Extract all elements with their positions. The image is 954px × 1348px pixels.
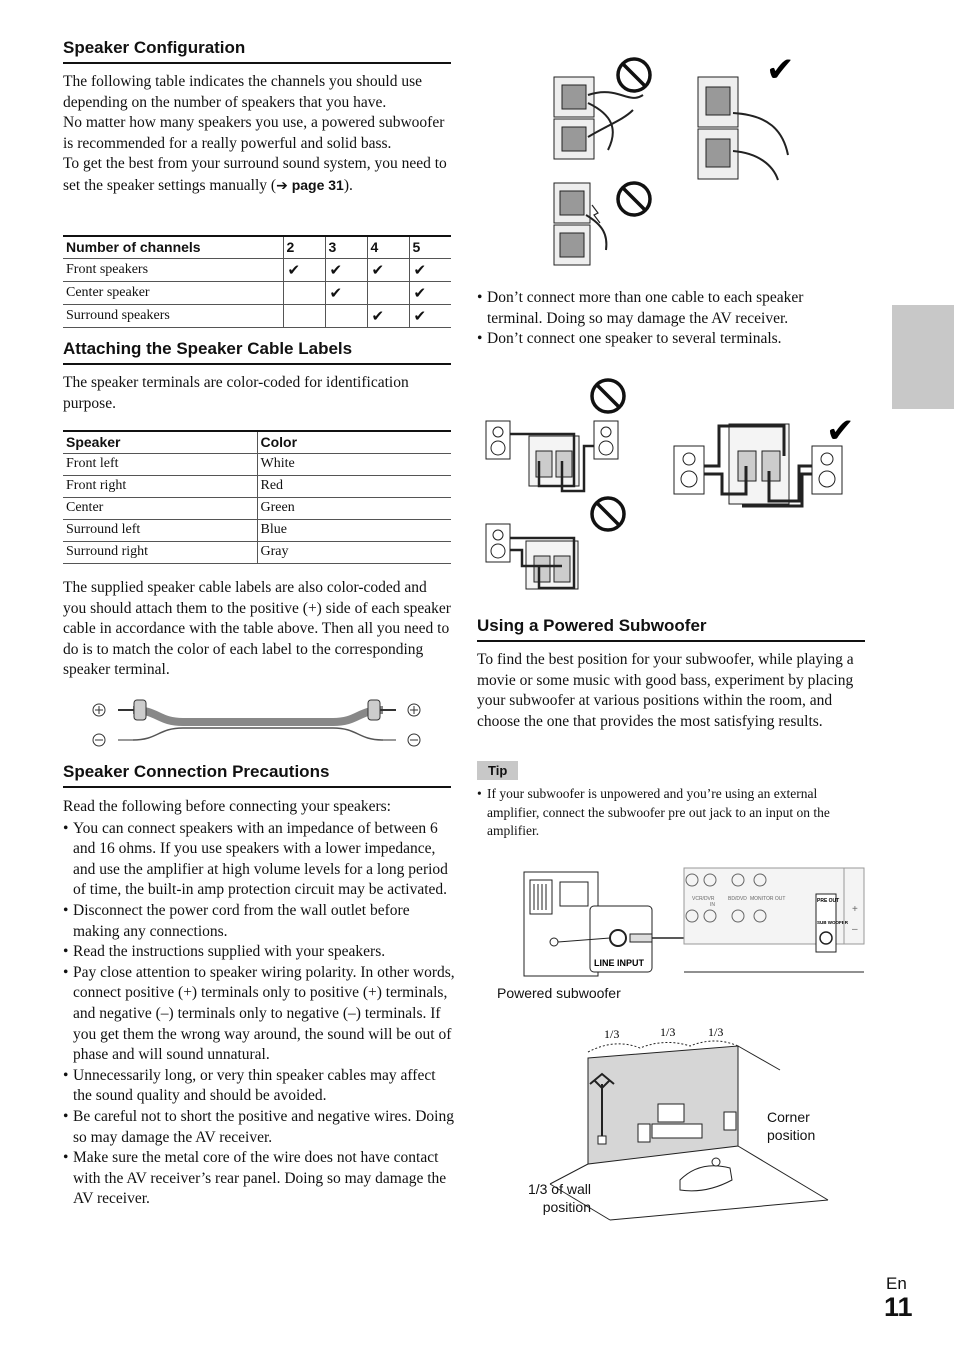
table-cell: Gray bbox=[257, 541, 451, 563]
sub-woofer-label: SUB WOOFER bbox=[817, 920, 848, 925]
correct-terminal-single-cable bbox=[698, 50, 795, 180]
table-header: Color bbox=[257, 431, 451, 453]
check-mark: ✔ bbox=[409, 304, 451, 327]
table-header: 2 bbox=[283, 236, 325, 258]
table-cell: Blue bbox=[257, 519, 451, 541]
table-row bbox=[63, 304, 451, 327]
subwoofer-body: To find the best position for your subwoofer, while playing a movie or some music with good bass, experiment by placing your subwoofer at various positions within the room, and choose the one that provides the most satisfying results. bbox=[477, 651, 854, 730]
check-mark bbox=[367, 281, 409, 304]
table-header: Speaker bbox=[63, 431, 257, 453]
heading-rule bbox=[477, 640, 865, 642]
list-item: • Disconnect the power cord from the wall outlet before making any connections. bbox=[63, 901, 455, 942]
table-cell: Front left bbox=[63, 453, 257, 475]
page-number: 11 bbox=[884, 1292, 913, 1322]
right-precautions bbox=[477, 288, 862, 350]
in-label: IN bbox=[710, 902, 715, 908]
heading-rule bbox=[63, 363, 451, 365]
third-label: 1/3 bbox=[660, 1025, 676, 1039]
table-cell: Red bbox=[257, 475, 451, 497]
speaker-cable-illustration bbox=[88, 690, 428, 750]
table-header-row bbox=[63, 236, 451, 258]
list-item: • Pay close attention to speaker wiring polarity. In other words, connect positive (+) terminals only to positive (+) terminals, and negative (–) terminals only to negative (–) terminals. If you get them the wrong way around, the sound will be out of phase and will sound unnatural. bbox=[63, 963, 455, 1066]
heading-rule bbox=[63, 786, 451, 788]
check-icon: ✔ bbox=[766, 50, 795, 90]
tip-label: Tip bbox=[477, 761, 518, 780]
precautions-list bbox=[63, 819, 455, 1210]
table-cell: Front right bbox=[63, 475, 257, 497]
table-cell: Green bbox=[257, 497, 451, 519]
cable-labels-heading: Attaching the Speaker Cable Labels bbox=[63, 339, 353, 358]
table-cell: Center speaker bbox=[63, 281, 283, 304]
check-mark: ✔ bbox=[367, 304, 409, 327]
table-row bbox=[63, 258, 451, 281]
color-table bbox=[63, 430, 451, 564]
third-label: 1/3 bbox=[708, 1025, 724, 1039]
precautions-heading: Speaker Connection Precautions bbox=[63, 762, 330, 781]
table-cell: Surround left bbox=[63, 519, 257, 541]
lang-label: En bbox=[886, 1274, 907, 1293]
table-header: Number of channels bbox=[63, 236, 283, 258]
table-header: 3 bbox=[325, 236, 367, 258]
check-mark: ✔ bbox=[325, 258, 367, 281]
wrong-terminal-multiple-cables bbox=[554, 59, 650, 159]
right-precautions-list bbox=[477, 288, 862, 350]
precautions-intro: Read the following before connecting your speakers: bbox=[63, 798, 391, 815]
speaker-config-text bbox=[63, 72, 453, 197]
check-mark bbox=[283, 304, 325, 327]
table-cell: Surround right bbox=[63, 541, 257, 563]
check-mark bbox=[283, 281, 325, 304]
list-item: • Be careful not to short the positive and negative wires. Doing so may damage the AV receiver. bbox=[63, 1107, 455, 1148]
table-cell: Center bbox=[63, 497, 257, 519]
table-row bbox=[63, 519, 451, 541]
third-label: 1/3 bbox=[604, 1027, 620, 1041]
powered-subwoofer-caption: Powered subwoofer bbox=[497, 985, 621, 1001]
cable-labels-body: The supplied speaker cable labels are also color-coded and you should attach them to the positive (+) side of each speaker cable in accordance with the table above. Then all you need to do is to match the color of each label to the corresponding speaker terminal. bbox=[63, 579, 451, 679]
list-item: • Don’t connect one speaker to several terminals. bbox=[477, 329, 862, 350]
correct-speaker-connection bbox=[674, 411, 855, 506]
subwoofer-heading: Using a Powered Subwoofer bbox=[477, 616, 707, 635]
tip-text bbox=[477, 785, 865, 841]
corner-position-label: Corner position bbox=[767, 1109, 816, 1143]
channels-table bbox=[63, 235, 451, 328]
cable-labels-intro: The speaker terminals are color-coded for identification purpose. bbox=[63, 374, 409, 412]
table-header-row bbox=[63, 431, 451, 453]
config-paragraph-3-text: To get the best from your surround sound system, you need to set the speaker settings manually ( bbox=[63, 155, 447, 194]
precautions-text bbox=[63, 797, 455, 1210]
list-item: • If your subwoofer is unpowered and you’re using an external amplifier, connect the subwoofer pre out jack to an input on the amplifier. bbox=[477, 785, 865, 841]
check-mark: ✔ bbox=[409, 258, 451, 281]
list-item: • You can connect speakers with an impedance of between 6 and 16 ohms. If you use speakers with a lower impedance, and use the amplifier at high volume levels for a long period of time, the built-in amp protection circuit may be activated. bbox=[63, 819, 455, 901]
wrong-speaker-to-several-terminals bbox=[486, 380, 624, 491]
minus-label: – bbox=[852, 924, 858, 935]
table-row bbox=[63, 453, 451, 475]
check-mark bbox=[325, 304, 367, 327]
config-paragraph-3-end: ). bbox=[343, 176, 353, 194]
speaker-config-heading: Speaker Configuration bbox=[63, 38, 246, 57]
list-item: • Make sure the metal core of the wire does not have contact with the AV receiver’s rear panel. Doing so may damage the AV receiver. bbox=[63, 1148, 455, 1210]
monitor-out-label: MONITOR OUT bbox=[750, 896, 786, 902]
line-input-label: LINE INPUT bbox=[594, 958, 645, 968]
wall-third-label: 1/3 of wall position bbox=[527, 1181, 591, 1215]
config-paragraph-2: No matter how many speakers you use, a powered subwoofer is recommended for a really powerful and solid bass. bbox=[63, 114, 445, 152]
check-mark: ✔ bbox=[367, 258, 409, 281]
arrow-icon: ➔ bbox=[276, 176, 288, 193]
table-header: 5 bbox=[409, 236, 451, 258]
check-mark: ✔ bbox=[283, 258, 325, 281]
speaker-connection-diagram bbox=[484, 376, 864, 596]
config-paragraph-1: The following table indicates the channels you should use depending on the number of speakers that you have. bbox=[63, 73, 422, 111]
check-mark: ✔ bbox=[409, 281, 451, 304]
list-item: • Don’t connect more than one cable to each speaker terminal. Doing so may damage the AV receiver. bbox=[477, 288, 862, 329]
table-cell: White bbox=[257, 453, 451, 475]
heading-rule bbox=[63, 62, 451, 64]
subwoofer-connection-diagram bbox=[520, 866, 865, 981]
check-icon: ✔ bbox=[826, 411, 855, 451]
page-link[interactable]: page 31 bbox=[291, 176, 344, 193]
list-item: • Unnecessarily long, or very thin speaker cables may affect the sound quality and should be avoided. bbox=[63, 1066, 455, 1107]
table-header: 4 bbox=[367, 236, 409, 258]
side-tab bbox=[892, 305, 954, 409]
wrong-speaker-parallel bbox=[486, 498, 624, 589]
pre-out-label: PRE OUT bbox=[817, 898, 840, 904]
terminal-wiring-illustration bbox=[548, 50, 878, 270]
vcr-dvr-label: VCR/DVR bbox=[692, 896, 715, 902]
check-mark: ✔ bbox=[325, 281, 367, 304]
table-row bbox=[63, 497, 451, 519]
table-row bbox=[63, 281, 451, 304]
table-cell: Front speakers bbox=[63, 258, 283, 281]
config-paragraph-3 bbox=[63, 154, 453, 196]
plus-label: + bbox=[852, 904, 858, 915]
table-row bbox=[63, 475, 451, 497]
bd-dvd-label: BD/DVD bbox=[728, 896, 747, 902]
wrong-terminal-short bbox=[554, 183, 650, 265]
list-item: • Read the instructions supplied with your speakers. bbox=[63, 942, 455, 963]
table-row bbox=[63, 541, 451, 563]
table-cell: Surround speakers bbox=[63, 304, 283, 327]
